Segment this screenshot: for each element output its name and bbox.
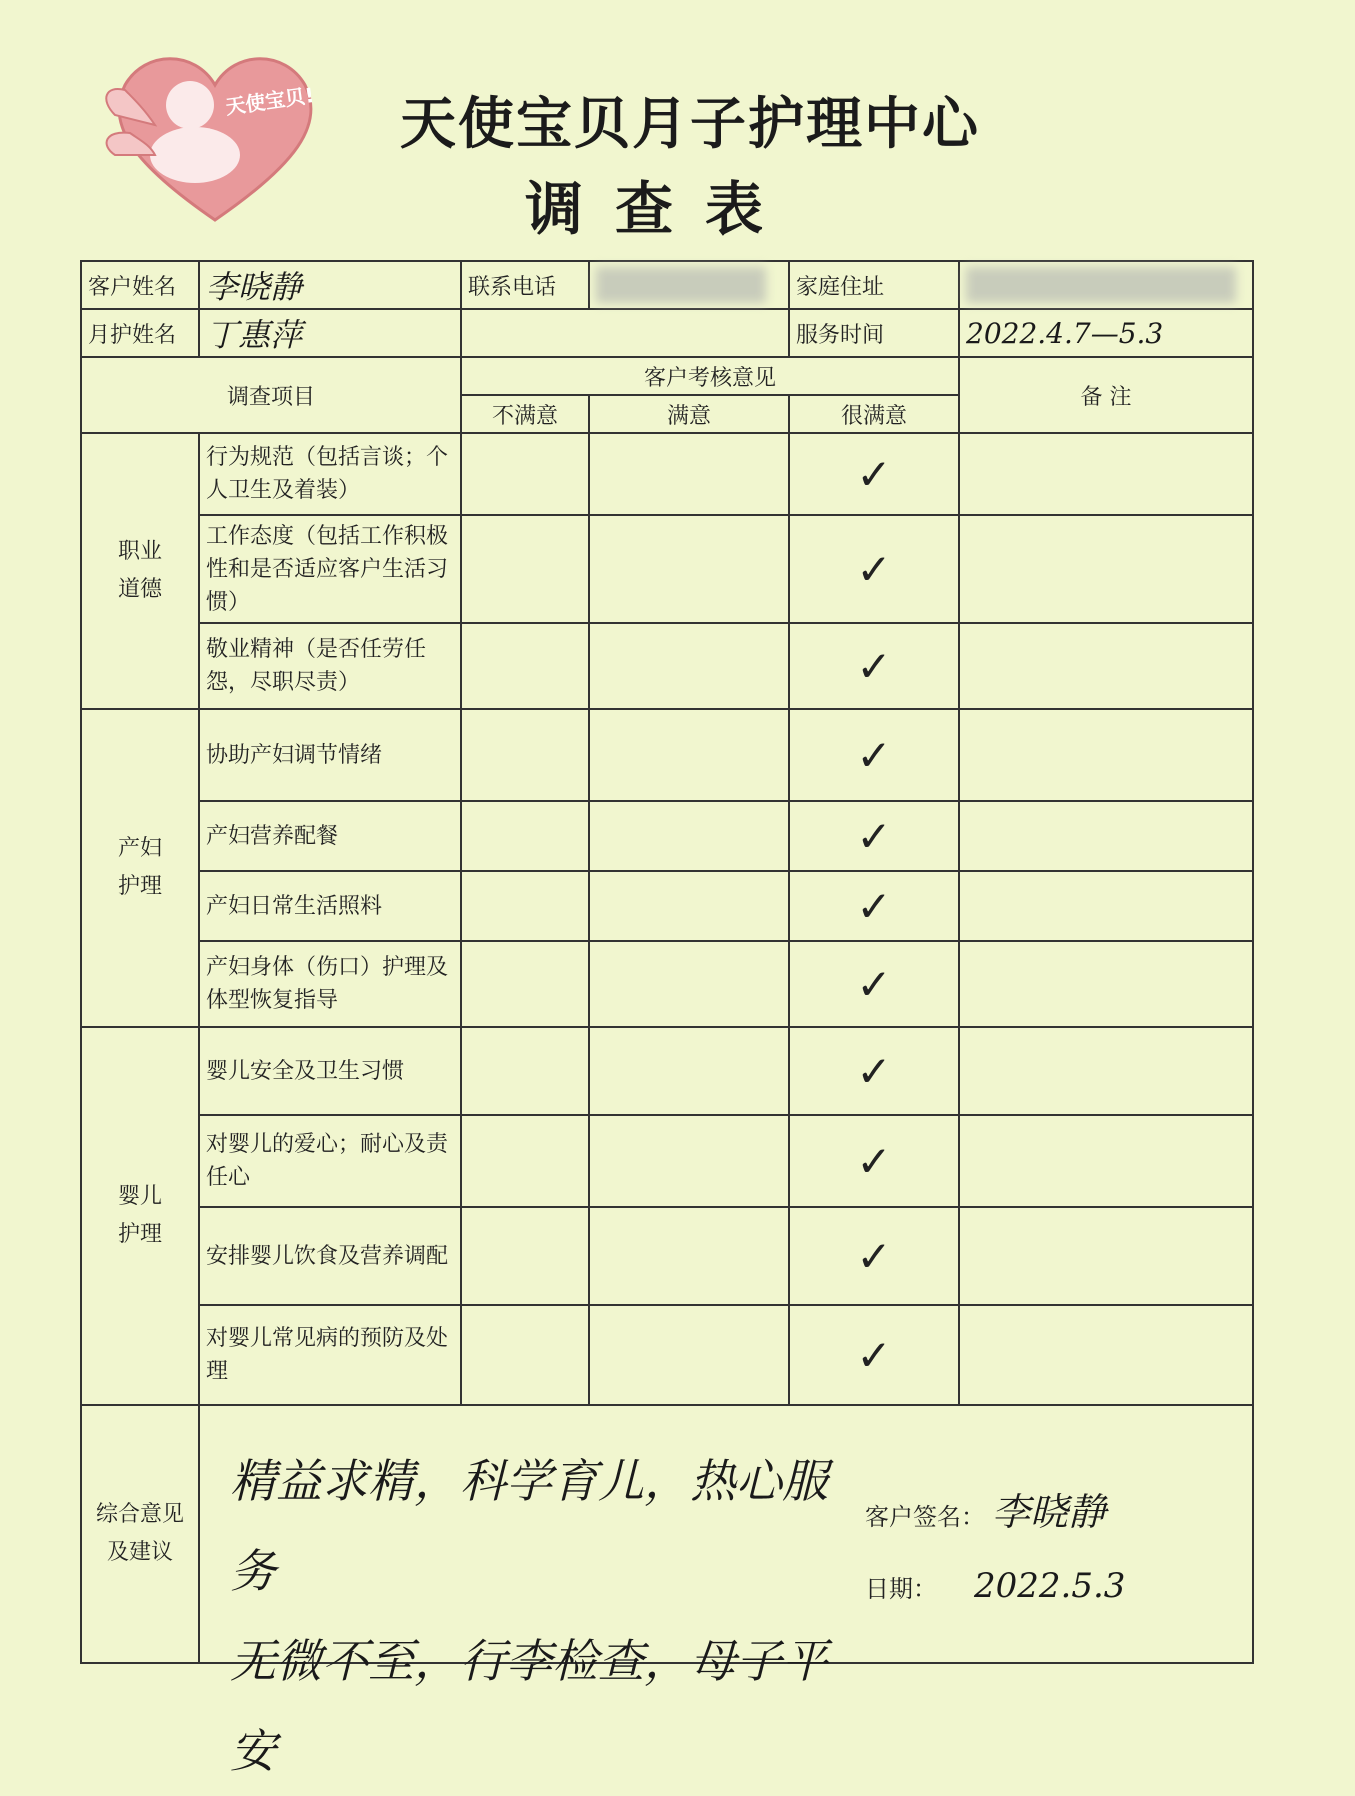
satisfied-header: 满意 — [589, 395, 789, 433]
remarks-cell — [959, 941, 1253, 1027]
logo-brand-text: 天使宝贝! — [223, 82, 316, 120]
customer-name-value: 李晓静 — [199, 261, 461, 309]
unsatisfied-cell — [461, 515, 589, 623]
unsatisfied-cell — [461, 433, 589, 515]
check-mark: ✓ — [789, 941, 959, 1027]
satisfied-cell — [589, 433, 789, 515]
nurse-name-label: 月护姓名 — [81, 309, 199, 357]
remarks-cell — [959, 801, 1253, 871]
satisfied-cell — [589, 871, 789, 941]
check-mark: ✓ — [789, 709, 959, 801]
nurse-name-value: 丁惠萍 — [199, 309, 461, 357]
check-mark: ✓ — [789, 871, 959, 941]
check-mark: ✓ — [789, 515, 959, 623]
remarks-cell — [959, 709, 1253, 801]
survey-items-header: 调查项目 — [81, 357, 461, 433]
remarks-cell — [959, 1115, 1253, 1207]
survey-item: 产妇营养配餐 — [199, 801, 461, 871]
satisfied-cell — [589, 1027, 789, 1115]
remarks-cell — [959, 433, 1253, 515]
satisfied-cell — [589, 1207, 789, 1305]
unsatisfied-cell — [461, 709, 589, 801]
survey-item: 工作态度（包括工作积极性和是否适应客户生活习惯） — [199, 515, 461, 623]
group-name: 产妇 护理 — [81, 709, 199, 1027]
remarks-cell — [959, 1305, 1253, 1405]
customer-name-label: 客户姓名 — [81, 261, 199, 309]
opinion-header: 客户考核意见 — [461, 357, 959, 395]
phone-label: 联系电话 — [461, 261, 589, 309]
survey-item: 行为规范（包括言谈；个人卫生及着装） — [199, 433, 461, 515]
check-mark: ✓ — [789, 1207, 959, 1305]
unsatisfied-cell — [461, 1115, 589, 1207]
very-satisfied-header: 很满意 — [789, 395, 959, 433]
survey-item: 产妇身体（伤口）护理及体型恢复指导 — [199, 941, 461, 1027]
satisfied-cell — [589, 941, 789, 1027]
remarks-cell — [959, 623, 1253, 709]
check-mark: ✓ — [789, 1115, 959, 1207]
unsatisfied-header: 不满意 — [461, 395, 589, 433]
survey-item: 对婴儿常见病的预防及处理 — [199, 1305, 461, 1405]
date-label: 日期： — [865, 1575, 937, 1603]
satisfied-cell — [589, 1305, 789, 1405]
survey-item: 协助产妇调节情绪 — [199, 709, 461, 801]
unsatisfied-cell — [461, 871, 589, 941]
summary-label: 综合意见 及建议 — [81, 1405, 199, 1663]
address-value-redacted — [959, 261, 1253, 309]
unsatisfied-cell — [461, 1207, 589, 1305]
unsatisfied-cell — [461, 1027, 589, 1115]
summary-cell — [199, 1405, 1253, 1778]
satisfied-cell — [589, 1115, 789, 1207]
satisfied-cell — [589, 801, 789, 871]
service-time-value: 2022.4.7—5.3 — [959, 309, 1253, 357]
phone-value-redacted — [589, 261, 789, 309]
unsatisfied-cell — [461, 623, 589, 709]
survey-item: 敬业精神（是否任劳任怨，尽职尽责） — [199, 623, 461, 709]
survey-item: 安排婴儿饮食及营养调配 — [199, 1207, 461, 1305]
address-label: 家庭住址 — [789, 261, 959, 309]
check-mark: ✓ — [789, 1305, 959, 1405]
check-mark: ✓ — [789, 433, 959, 515]
summary-line-2: 无微不至，行李检查，母子平安 — [230, 1634, 828, 1778]
signature-label: 客户签名： — [865, 1503, 985, 1531]
check-mark: ✓ — [789, 1027, 959, 1115]
satisfied-cell — [589, 623, 789, 709]
unsatisfied-cell — [461, 1305, 589, 1405]
survey-item: 对婴儿的爱心；耐心及责任心 — [199, 1115, 461, 1207]
blank-cell — [461, 309, 789, 357]
service-time-label: 服务时间 — [789, 309, 959, 357]
date-value: 2022.5.3 — [974, 1566, 1126, 1606]
group-name: 婴儿 护理 — [81, 1027, 199, 1405]
unsatisfied-cell — [461, 941, 589, 1027]
document-subtitle: 调查表 — [525, 175, 796, 243]
summary-line-1: 精益求精，科学育儿，热心服务 — [230, 1454, 828, 1598]
remarks-cell — [959, 871, 1253, 941]
check-mark: ✓ — [789, 623, 959, 709]
remarks-cell — [959, 515, 1253, 623]
survey-item: 产妇日常生活照料 — [199, 871, 461, 941]
satisfied-cell — [589, 709, 789, 801]
survey-item: 婴儿安全及卫生习惯 — [199, 1027, 461, 1115]
angel-heart-logo — [95, 45, 335, 230]
check-mark: ✓ — [789, 801, 959, 871]
group-name: 职业 道德 — [81, 433, 199, 709]
signature-value: 李晓静 — [992, 1490, 1107, 1534]
unsatisfied-cell — [461, 801, 589, 871]
survey-table — [80, 260, 1254, 1778]
satisfied-cell — [589, 515, 789, 623]
remarks-header: 备 注 — [959, 357, 1253, 433]
remarks-cell — [959, 1027, 1253, 1115]
document-title: 天使宝贝月子护理中心 — [400, 92, 980, 157]
remarks-cell — [959, 1207, 1253, 1305]
